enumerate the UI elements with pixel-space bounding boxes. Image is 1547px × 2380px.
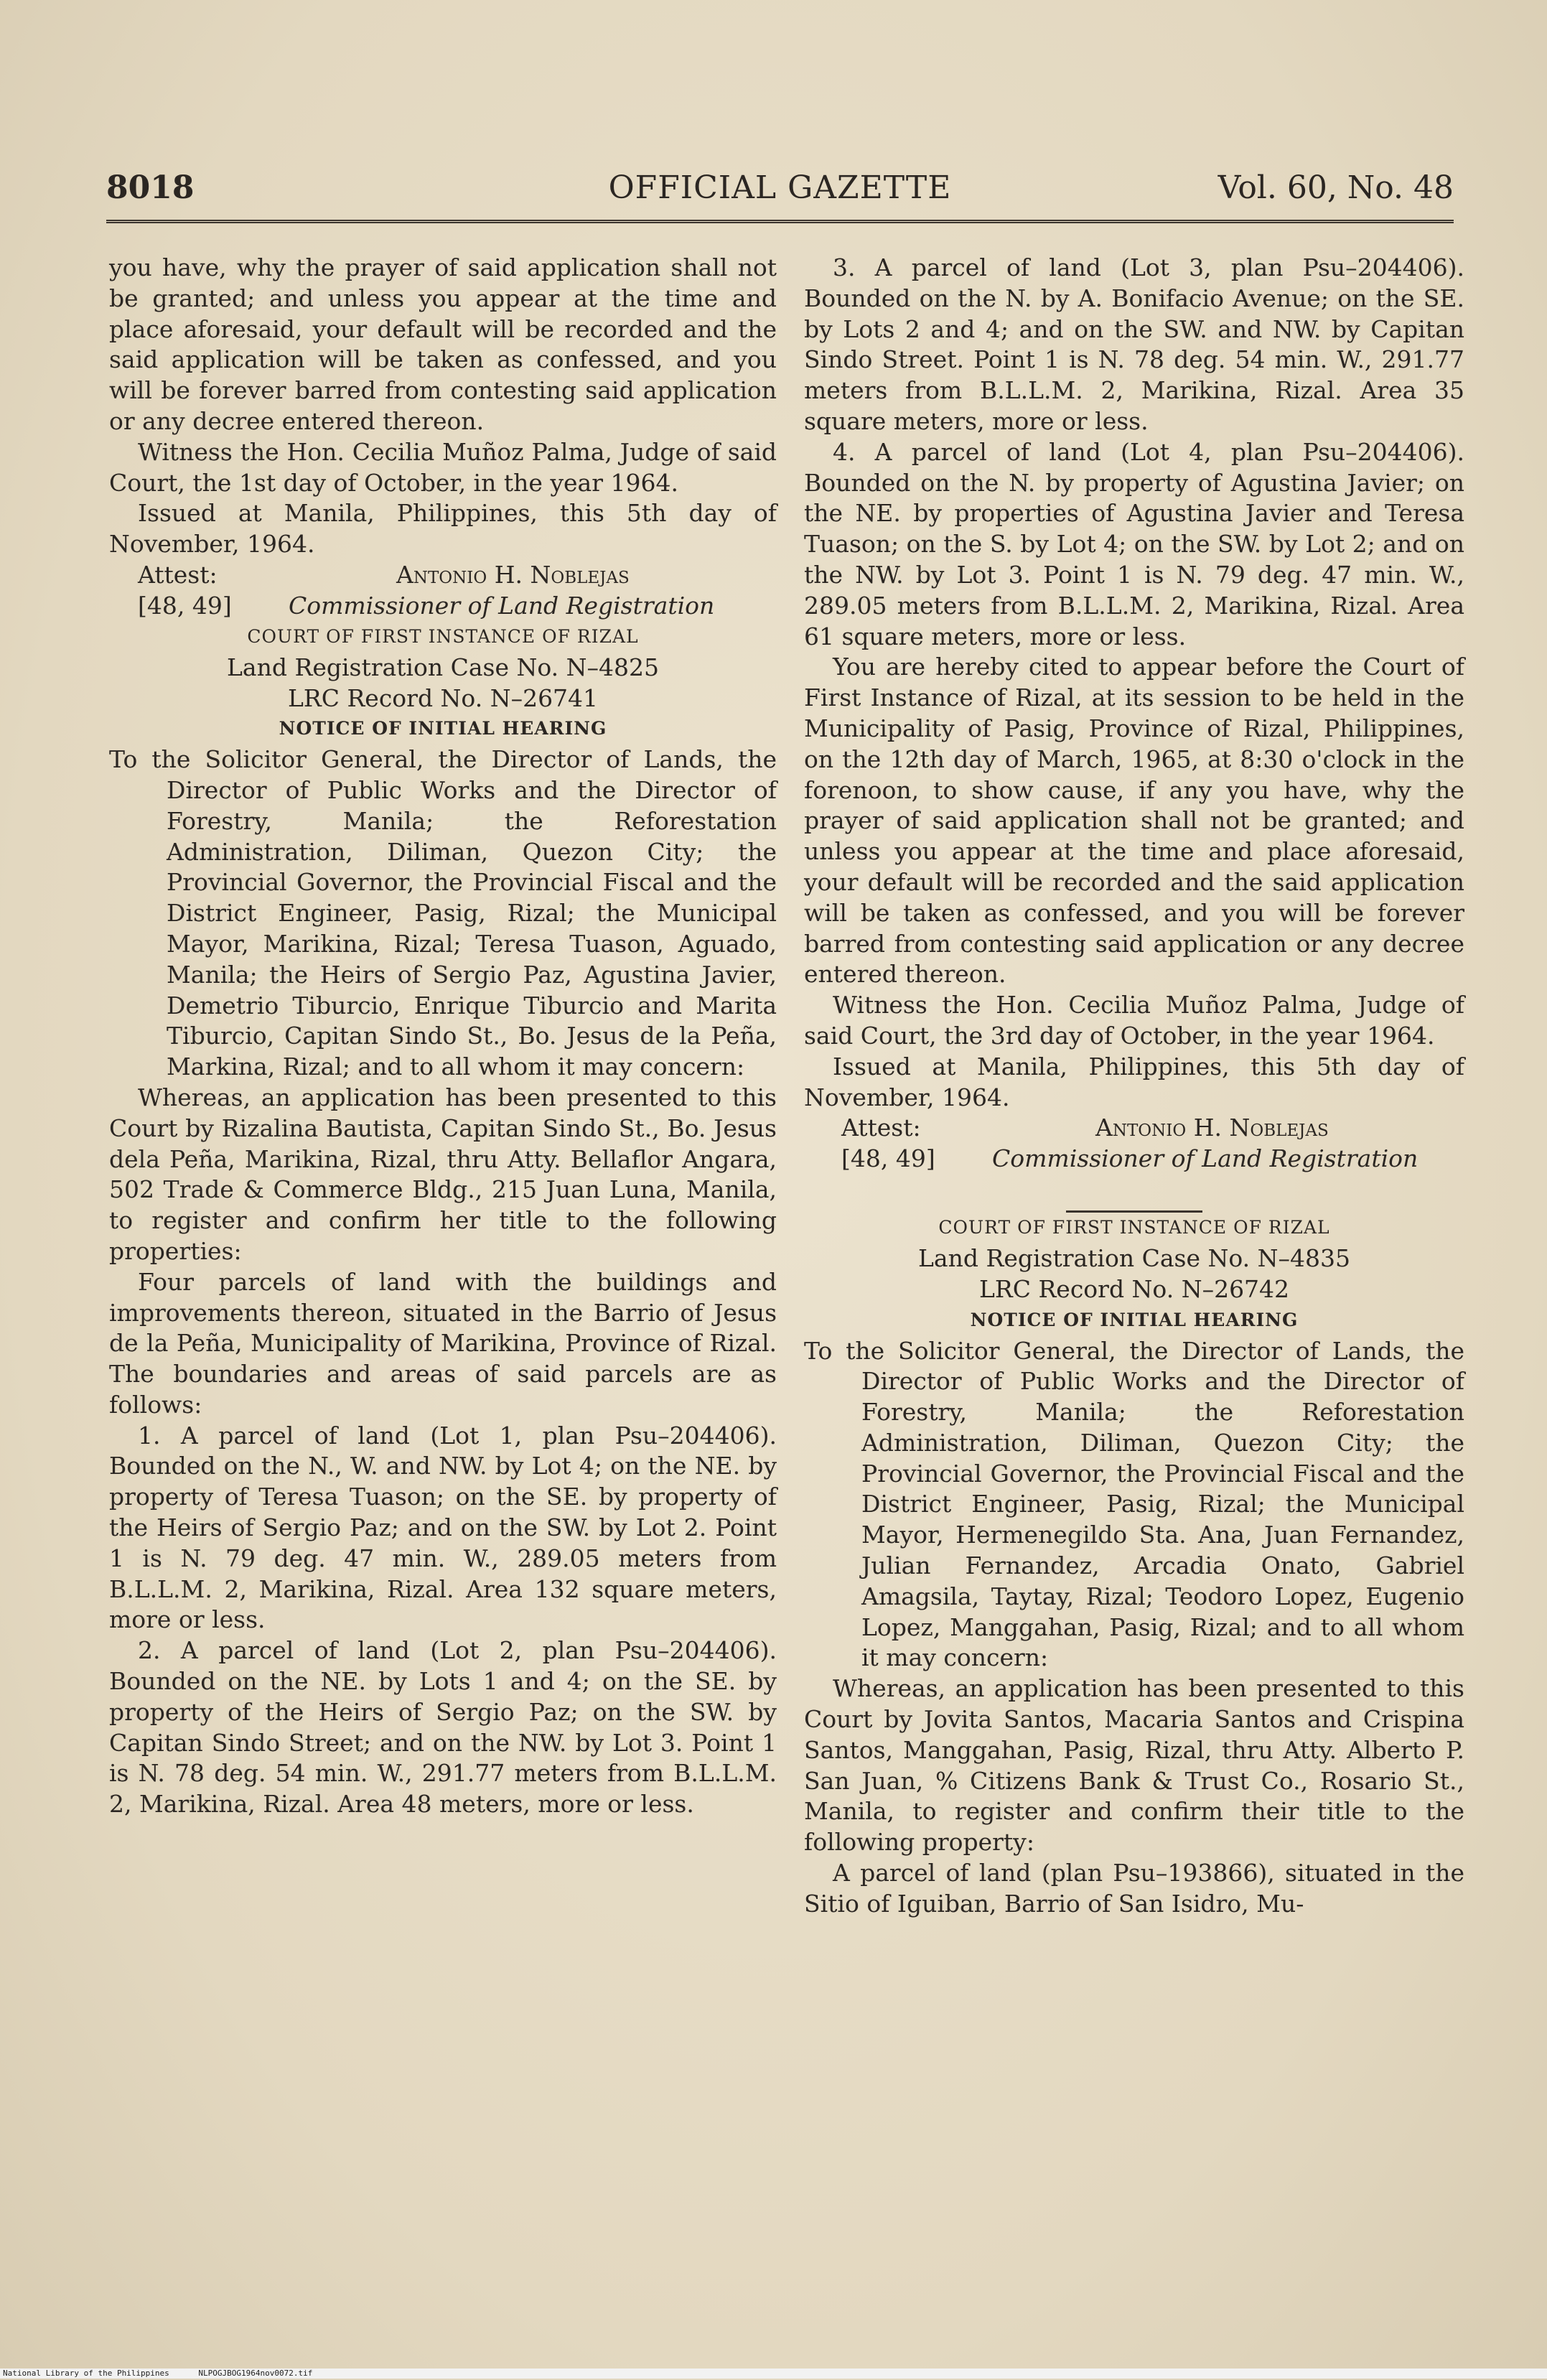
issued-paragraph: Issued at Manila, Philippines, this 5th day of November, 1964. [804,1052,1464,1111]
closing-paragraph: you have, why the prayer of said application shall not be granted; and unless you appear at the time and place aforesaid, your default will be recorded and the said application will be taken as confessed, and you will be forever barred from contesting said application or any decree entered thereon. [109,253,777,435]
case-number: Land Registration Case No. N–4825 [227,653,659,681]
lrc-record-number: LRC Record No. N–26742 [978,1274,1290,1303]
witness-paragraph: Witness the Hon. Cecilia Muñoz Palma, Judge of said Court, the 1st day of October, in the year 1964. [109,437,777,497]
attestation-block [804,1113,1464,1175]
court-heading: COURT OF FIRST INSTANCE OF RIZAL [247,625,639,647]
page-header [106,167,1454,210]
lot-4-paragraph: 4. A parcel of land (Lot 4, plan Psu–204406). Bounded on the N. by property of Agustina Javier; on the NE. by properties of Agustina Javier and Teresa Tuason; on the S. by Lot 4; on the SW. by Lot 2; and on the NW. by Lot 3. Point 1 is N. 79 deg. 47 min. W., 289.05 meters from B.L.L.M. 2, Marikina, Rizal. Area 61 square meters, more or less. [804,437,1464,650]
notice-heading: NOTICE OF INITIAL HEARING [970,1309,1299,1330]
citation-paragraph: You are hereby cited to appear before the Court of First Instance of Rizal, at its session to be held in the Municipality of Pasig, Province of Rizal, Philippines, on the 12th day of March, 1965, at 8:30 o'clock in the forenoon, to show cause, if any you have, why the prayer of said application shall not be granted; and unless you appear at the time and place aforesaid, your default will be recorded and the said application will be taken as confessed, and you will be forever barred from contesting said application or any decree entered thereon. [804,653,1464,989]
right-column [804,253,1464,1920]
case-number: Land Registration Case No. N–4835 [918,1244,1350,1273]
attest-title: Commissioner of Land Registration [992,1144,1419,1173]
library-credit: National Library of the Philippines [3,2369,169,2378]
court-heading: COURT OF FIRST INSTANCE OF RIZAL [938,1217,1330,1238]
scan-footer [0,2369,1547,2379]
publication-title: OFFICIAL GAZETTE [608,169,952,206]
lot-2-paragraph: 2. A parcel of land (Lot 2, plan Psu–204406). Bounded on the NE. by Lots 1 and 4; on the SE. by property of the Heirs of Sergio Paz; on the SW. by Capitan Sindo Street; and on the NW. by Lot 3. Point 1 is N. 78 deg. 54 min. W., 291.77 meters from B.L.L.M. 2, Marikina, Rizal. Area 48 meters, more or less. [109,1636,777,1819]
whereas-paragraph: Whereas, an application has been presented to this Court by Rizalina Bautista, Capitan Sindo St., Bo. Jesus dela Peña, Marikina, Rizal, thru Atty. Bellaflor Angara, 502 Trade & Commerce Bldg., 215 Juan Luna, Manila, to register and confirm her title to the following properties: [109,1083,777,1265]
addressees-paragraph: To the Solicitor General, the Director of Lands, the Director of Public Works and the Director of Forestry, Manila; the Reforestation Administration, Diliman, Quezon City; the Provincial Governor, the Provincial Fiscal and the District Engineer, Pasig, Rizal; the Municipal Mayor, Hermenegildo Sta. Ana, Juan Fernandez, Julian Fernandez, Arcadia Onato, Gabriel Amagsila, Taytay, Rizal; Teodoro Lopez, Eugenio Lopez, Manggahan, Pasig, Rizal; and to all whom it may concern: [804,1336,1464,1672]
lrc-record-number: LRC Record No. N–26741 [287,683,599,712]
attestation-block [109,560,777,622]
lot-3-paragraph: 3. A parcel of land (Lot 3, plan Psu–204406). Bounded on the N. by A. Bonifacio Avenue; on the SE. by Lots 2 and 4; and on the SW. and NW. by Capitan Sindo Street. Point 1 is N. 78 deg. 54 min. W., 291.77 meters from B.L.L.M. 2, Marikina, Rizal. Area 35 square meters, more or less. [804,253,1464,435]
attest-label: Attest: [841,1114,921,1142]
left-column [109,253,777,1820]
page-number: 8018 [106,169,195,206]
notice-heading: NOTICE OF INITIAL HEARING [279,718,607,739]
attest-reference: [48, 49] [841,1144,935,1173]
attest-name: Antonio H. Noblejas [396,560,630,589]
header-rule [106,220,1454,223]
parcels-intro-paragraph: Four parcels of land with the buildings and improvements thereon, situated in the Barrio of Jesus de la Peña, Municipality of Marikina, Province of Rizal. The boundaries and areas of said parcels are as follows: [109,1267,777,1419]
volume-issue: Vol. 60, No. 48 [1217,169,1454,206]
attest-label: Attest: [138,560,218,589]
scan-filename: NLPOGJBOG1964nov0072.tif [198,2369,313,2378]
attest-reference: [48, 49] [138,591,232,620]
attest-title: Commissioner of Land Registration [289,591,715,620]
witness-paragraph: Witness the Hon. Cecilia Muñoz Palma, Judge of said Court, the 3rd day of October, in the year 1964. [804,991,1464,1050]
issued-paragraph: Issued at Manila, Philippines, this 5th day of November, 1964. [109,499,777,559]
lot-1-paragraph: 1. A parcel of land (Lot 1, plan Psu–204406). Bounded on the N., W. and NW. by Lot 4; on the NE. by property of Teresa Tuason; on the SE. by property of the Heirs of Sergio Paz; and on the SW. by Lot 2. Point 1 is N. 79 deg. 47 min. W., 289.05 meters from B.L.L.M. 2, Marikina, Rizal. Area 132 square meters, more or less. [109,1421,777,1634]
addressees-paragraph: To the Solicitor General, the Director of Lands, the Director of Public Works and the Director of Forestry, Manila; the Reforestation Administration, Diliman, Quezon City; the Provincial Governor, the Provincial Fiscal and the District Engineer, Pasig, Rizal; the Municipal Mayor, Marikina, Rizal; Teresa Tuason, Aguado, Manila; the Heirs of Sergio Paz, Agustina Javier, Demetrio Tiburcio, Enrique Tiburcio and Marita Tiburcio, Capitan Sindo St., Bo. Jesus de la Peña, Markina, Rizal; and to all whom it may concern: [109,745,777,1081]
whereas-paragraph: Whereas, an application has been presented to this Court by Jovita Santos, Macaria Santos and Crispina Santos, Manggahan, Pasig, Rizal, thru Atty. Alberto P. San Juan, % Citizens Bank & Trust Co., Rosario St., Manila, to register and confirm their title to the following property: [804,1674,1464,1857]
attest-name: Antonio H. Noblejas [1095,1114,1329,1142]
parcel-paragraph: A parcel of land (plan Psu–193866), situated in the Sitio of Iguiban, Barrio of San Isidro, Mu- [804,1859,1464,1918]
